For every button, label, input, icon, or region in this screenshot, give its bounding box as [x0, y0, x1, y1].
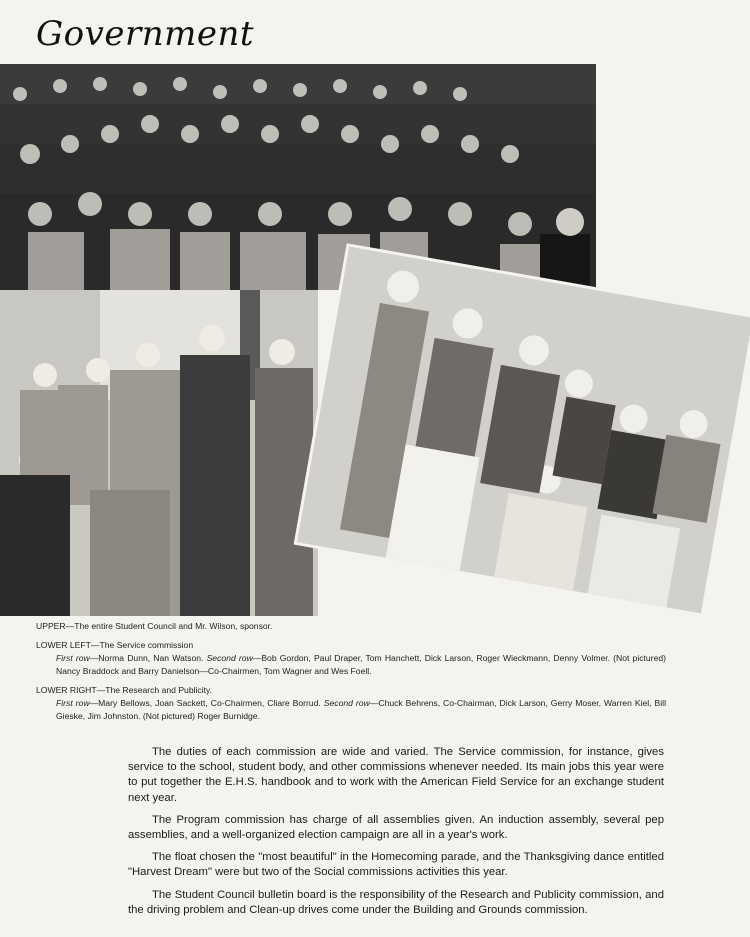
caption-lower-right-names: [36, 697, 666, 723]
caption-upper: UPPER—The entire Student Council and Mr. Wilson, sponsor.: [36, 621, 273, 631]
first-row-label: First row: [56, 653, 90, 663]
photo-captions: [36, 620, 666, 723]
caption-lower-left-names: [36, 652, 666, 678]
second-row-names: —Chuck Behrens, Co-Chairman, Dick Larson, Gerry Moser, Warren Kiel, Bill Gieske, Jim Johnston. (Not pictured) Roger Burnidge.: [56, 698, 666, 721]
paragraph-service: The duties of each commission are wide and varied. The Service commission, for instance, gives service to the school, student body, and other commissions whenever needed. Its main jobs this year were to put together the E.H.S. handbook and to work with the American Field Service for an exchange student next year.: [128, 746, 664, 804]
second-row-label: Second row: [323, 698, 370, 708]
first-row-label: First row: [56, 698, 90, 708]
paragraph-social: The float chosen the "most beautiful" in the Homecoming parade, and the Thanksgiving dance entitled "Harvest Dream" were but two of the Social commissions activities this year.: [128, 851, 664, 879]
second-row-label: Second row: [206, 653, 253, 663]
paragraph-program: The Program commission has charge of all assemblies given. An induction assembly, several pep assemblies, and a well-organized election campaign are all in a year's work.: [128, 813, 664, 842]
caption-lower-right-label: LOWER RIGHT—The Research and Publicity.: [36, 685, 213, 695]
research-publicity-photo: [297, 247, 750, 614]
first-row-names: —Mary Bellows, Joan Sackett, Co-Chairmen, Cliare Borrud.: [89, 698, 321, 708]
first-row-names: —Norma Dunn, Nan Watson.: [89, 653, 204, 663]
service-commission-photo: [0, 290, 318, 616]
article-body: [128, 745, 664, 925]
paragraph-research: The Student Council bulletin board is the responsibility of the Research and Publicity commission, and the driving problem and Clean-up drives come under the Building and Grounds commission.: [128, 888, 664, 916]
second-row-names: —Bob Gordon, Paul Draper, Tom Hanchett, Dick Larson, Roger Wieckmann, Denny Volmer. (Not pictured) Nancy Braddock and Barry Danielson—Co-Chairmen, Tom Wagner and Wes Foell.: [56, 653, 666, 676]
caption-lower-left-label: LOWER LEFT—The Service commission: [36, 640, 194, 650]
page-title: Government: [36, 14, 255, 54]
student-council-photo: [0, 64, 596, 290]
